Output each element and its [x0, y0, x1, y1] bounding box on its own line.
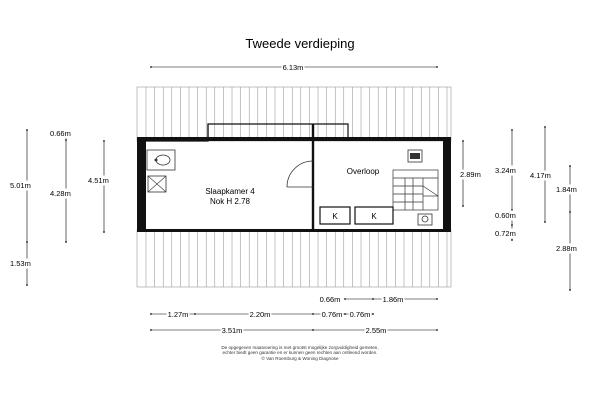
cabinet-icon — [148, 176, 166, 192]
dim-bottom-1: 0.66m — [319, 295, 341, 304]
dim-bottom-6: 0.76m — [349, 310, 371, 319]
knee-wall-label-right: K — [371, 212, 377, 221]
dim-left-b: 4.28m — [50, 189, 71, 198]
dim-right-g: 2.88m — [556, 244, 577, 253]
dim-left-c: 5.01m — [10, 181, 31, 190]
room-label-landing: Overloop — [346, 167, 380, 176]
dim-left-a: 0.66m — [50, 129, 71, 138]
radiator-icon — [418, 214, 432, 225]
room-label-bedroom: Slaapkamer 4 — [205, 187, 255, 196]
roof-slope-bottom — [137, 230, 451, 287]
disclaimer — [150, 345, 450, 361]
dim-right-f: 0.72m — [495, 229, 516, 238]
room-height-label: Nok H 2.78 — [209, 197, 251, 206]
plan-title: Tweede verdieping — [245, 36, 355, 51]
dim-right-c: 4.17m — [530, 171, 551, 180]
dim-right-e: 0.60m — [495, 211, 516, 220]
disclaimer-line-1: De opgegeven maatvoering is met grootst mogelijke zorgvuldigheid gemeten, — [221, 345, 379, 350]
dim-right-a: 2.89m — [460, 170, 481, 179]
disclaimer-line-3: © Van Roemburg & Woning Diagnose — [261, 355, 339, 361]
roof-slope-top — [137, 87, 451, 141]
dim-bottom-4: 2.20m — [249, 310, 271, 319]
dim-bottom-7: 3.51m — [221, 326, 243, 335]
dim-right-d: 1.84m — [556, 185, 577, 194]
dim-bottom-8: 2.55m — [365, 326, 387, 335]
staircase-icon — [393, 170, 438, 210]
exterior-walls — [137, 137, 451, 232]
dim-left-e: 4.51m — [88, 176, 109, 185]
washbasin-icon — [147, 150, 175, 170]
dim-bottom-2: 1.86m — [382, 295, 404, 304]
door-icon — [287, 161, 313, 187]
knee-wall-storage — [320, 207, 393, 224]
dim-left-d: 1.53m — [10, 259, 31, 268]
disclaimer-line-2: echter biedt geen garantie en er kunnen geen rechten aan ontleend worden. — [222, 350, 378, 356]
dim-bottom-5: 0.76m — [321, 310, 343, 319]
dim-bottom-3: 1.27m — [167, 310, 189, 319]
dim-total-width: 6.13m — [282, 63, 304, 72]
appliance-icon — [408, 150, 422, 162]
knee-wall-label-left: K — [332, 212, 338, 221]
dim-right-b: 3.24m — [495, 166, 516, 175]
